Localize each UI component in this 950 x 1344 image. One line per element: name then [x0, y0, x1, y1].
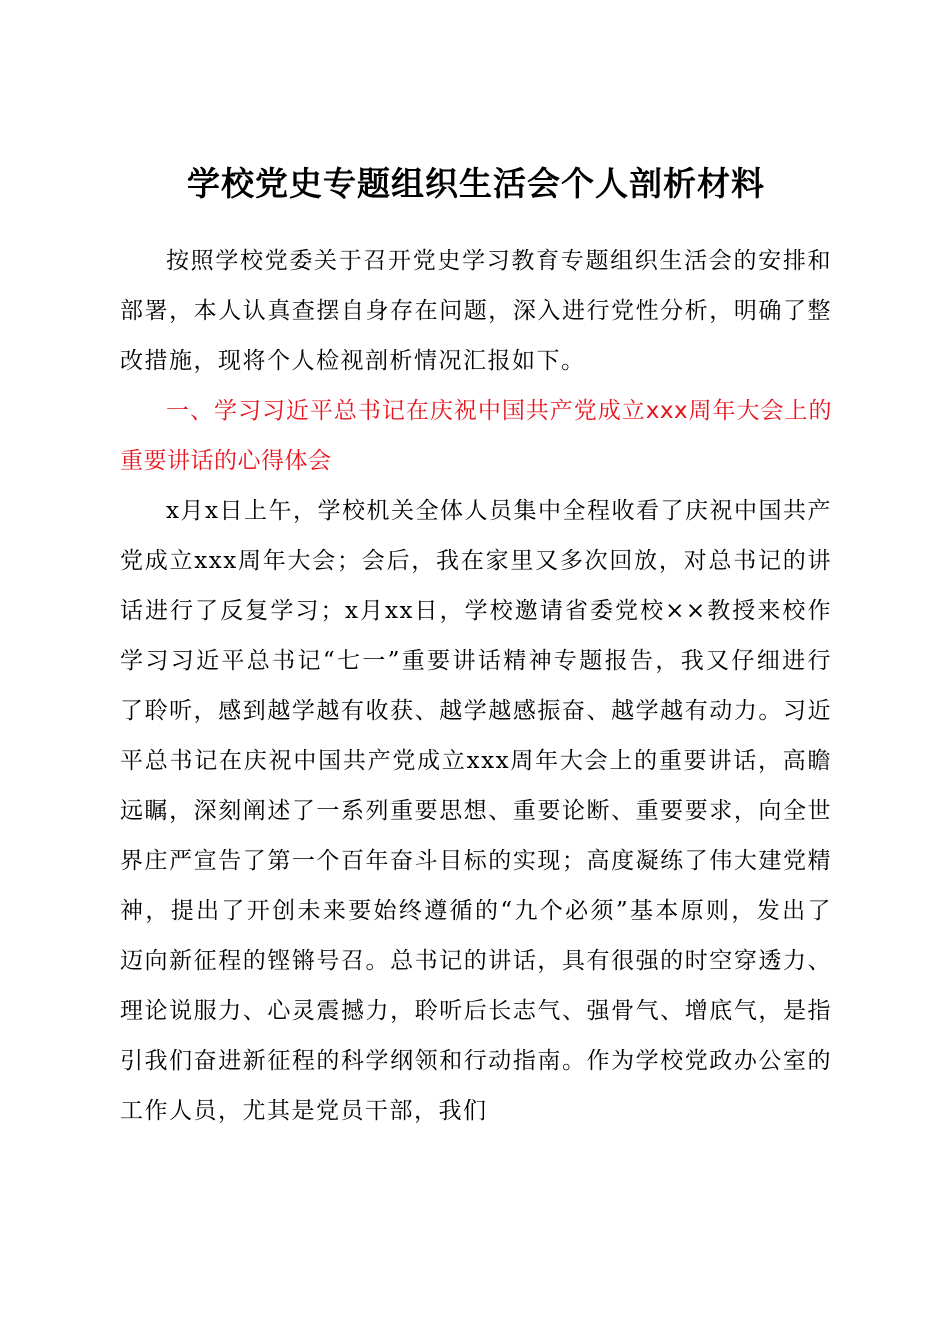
section-heading-1: 一、学习习近平总书记在庆祝中国共产党成立xxx周年大会上的重要讲话的心得体会	[120, 398, 832, 474]
document-body	[120, 160, 832, 1136]
document-title: 学校党史专题组织生活会个人剖析材料	[187, 164, 765, 203]
intro-paragraph: 按照学校党委关于召开党史学习教育专题组织生活会的安排和部署，本人认真查摆自身存在问题，深入进行党性分析，明确了整改措施，现将个人检视剖析情况汇报如下。	[120, 248, 832, 374]
section-1-paragraph: x月x日上午，学校机关全体人员集中全程收看了庆祝中国共产党成立xxx周年大会；会后，我在家里又多次回放，对总书记的讲话进行了反复学习；x月xx日，学校邀请省委党校××教授来校作学习习近平总书记“七一”重要讲话精神专题报告，我又仔细进行了聆听，感到越学越有收获、越学越感振奋、越学越有动力。习近平总书记在庆祝中国共产党成立xxx周年大会上的重要讲话，高瞻远瞩，深刻阐述了一系列重要思想、重要论断、重要要求，向全世界庄严宣告了第一个百年奋斗目标的实现；高度凝练了伟大建党精神，提出了开创未来要始终遵循的“九个必须”基本原则，发出了迈向新征程的铿锵号召。总书记的讲话，具有很强的时空穿透力、理论说服力、心灵震撼力，聆听后长志气、强骨气、增底气，是指引我们奋进新征程的科学纲领和行动指南。作为学校党政办公室的工作人员，尤其是党员干部，我们	[120, 498, 832, 1124]
